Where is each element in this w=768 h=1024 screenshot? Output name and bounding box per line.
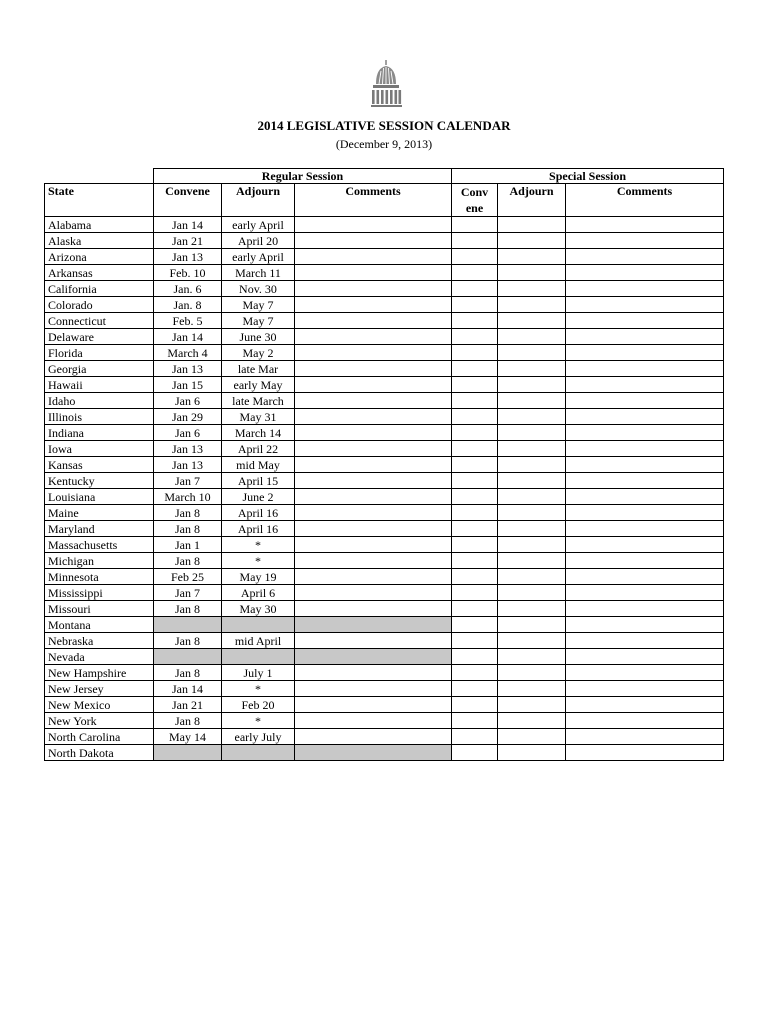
convene-cell: Feb. 5 [154,313,222,329]
special-convene-cell [452,537,498,553]
special-convene-cell [452,313,498,329]
comments-cell [295,249,452,265]
comments-cell [295,409,452,425]
column-header-row [45,184,724,217]
state-cell: Minnesota [45,569,154,585]
group-blank-cell [45,169,154,184]
convene-column-header: Convene [154,184,222,217]
special-convene-cell [452,329,498,345]
convene-cell [154,617,222,633]
table-row [45,217,724,233]
table-row [45,713,724,729]
comments-cell [295,425,452,441]
state-cell: Mississippi [45,585,154,601]
state-cell: Colorado [45,297,154,313]
adjourn-cell: May 19 [222,569,295,585]
special-convene-cell [452,745,498,761]
comments-cell [295,697,452,713]
state-cell: New York [45,713,154,729]
special-convene-cell [452,521,498,537]
table-row [45,233,724,249]
convene-cell: Jan 8 [154,665,222,681]
special-adjourn-cell [498,361,566,377]
adjourn-cell: March 11 [222,265,295,281]
comments-cell [295,233,452,249]
comments-cell [295,569,452,585]
adjourn-cell: early April [222,217,295,233]
special-comments-cell [566,505,724,521]
state-cell: Maryland [45,521,154,537]
convene-cell: Jan 8 [154,601,222,617]
adjourn-cell: April 15 [222,473,295,489]
special-adjourn-cell [498,425,566,441]
special-adjourn-cell [498,489,566,505]
state-cell: Connecticut [45,313,154,329]
state-cell: North Dakota [45,745,154,761]
special-adjourn-cell [498,409,566,425]
special-comments-column-header: Comments [566,184,724,217]
comments-cell [295,745,452,761]
adjourn-cell: mid April [222,633,295,649]
comments-cell [295,681,452,697]
adjourn-cell: May 30 [222,601,295,617]
special-comments-cell [566,265,724,281]
adjourn-cell: * [222,553,295,569]
table-row [45,425,724,441]
comments-cell [295,377,452,393]
convene-cell: Feb 25 [154,569,222,585]
special-comments-cell [566,457,724,473]
special-comments-cell [566,601,724,617]
state-column-header: State [45,184,154,217]
special-adjourn-cell [498,569,566,585]
convene-cell: Jan 8 [154,713,222,729]
table-row [45,569,724,585]
adjourn-cell: April 16 [222,521,295,537]
convene-cell: Jan 6 [154,393,222,409]
special-comments-cell [566,633,724,649]
special-adjourn-cell [498,377,566,393]
special-session-heading: Special Session [452,169,724,184]
special-comments-cell [566,441,724,457]
convene-cell: Jan 7 [154,473,222,489]
table-row [45,457,724,473]
special-comments-cell [566,489,724,505]
comments-cell [295,713,452,729]
state-cell: New Mexico [45,697,154,713]
special-convene-cell [452,633,498,649]
table-row [45,585,724,601]
special-convene-cell [452,345,498,361]
document-title: 2014 LEGISLATIVE SESSION CALENDAR [257,118,511,133]
state-cell: Missouri [45,601,154,617]
regular-session-heading: Regular Session [154,169,452,184]
special-convene-cell [452,217,498,233]
convene-cell: Jan 13 [154,457,222,473]
special-comments-cell [566,537,724,553]
special-convene-cell [452,489,498,505]
state-cell: Iowa [45,441,154,457]
table-row [45,745,724,761]
table-row [45,729,724,745]
comments-cell [295,601,452,617]
special-comments-cell [566,745,724,761]
comments-cell [295,393,452,409]
table-row [45,313,724,329]
special-comments-cell [566,217,724,233]
adjourn-cell: May 31 [222,409,295,425]
convene-cell [154,649,222,665]
state-cell: Delaware [45,329,154,345]
comments-cell [295,473,452,489]
comments-column-header: Comments [295,184,452,217]
special-adjourn-cell [498,745,566,761]
convene-cell: Jan 1 [154,537,222,553]
special-adjourn-cell [498,713,566,729]
comments-cell [295,281,452,297]
special-comments-cell [566,233,724,249]
convene-cell: Jan 14 [154,681,222,697]
special-comments-cell [566,425,724,441]
state-cell: North Carolina [45,729,154,745]
convene-cell: Jan. 6 [154,281,222,297]
state-cell: Alaska [45,233,154,249]
convene-cell: Jan. 8 [154,297,222,313]
special-adjourn-column-header: Adjourn [498,184,566,217]
table-row [45,377,724,393]
special-convene-cell [452,505,498,521]
special-convene-cell [452,265,498,281]
table-row [45,537,724,553]
comments-cell [295,361,452,377]
special-adjourn-cell [498,553,566,569]
special-comments-cell [566,361,724,377]
special-convene-cell [452,585,498,601]
special-convene-cell [452,409,498,425]
comments-cell [295,633,452,649]
special-comments-cell [566,713,724,729]
special-comments-cell [566,409,724,425]
table-row [45,633,724,649]
special-adjourn-cell [498,313,566,329]
special-comments-cell [566,697,724,713]
special-comments-cell [566,297,724,313]
state-cell: Arkansas [45,265,154,281]
adjourn-cell: May 7 [222,297,295,313]
special-convene-cell [452,665,498,681]
convene-cell: Jan 13 [154,249,222,265]
table-row [45,361,724,377]
state-cell: Kentucky [45,473,154,489]
special-adjourn-cell [498,585,566,601]
table-row [45,617,724,633]
table-row [45,665,724,681]
comments-cell [295,729,452,745]
convene-cell: Jan 21 [154,697,222,713]
adjourn-cell: * [222,537,295,553]
special-convene-cell [452,713,498,729]
special-convene-cell [452,249,498,265]
convene-cell: Jan 8 [154,553,222,569]
state-cell: California [45,281,154,297]
session-calendar-table [44,168,724,761]
special-convene-cell [452,393,498,409]
adjourn-cell: Feb 20 [222,697,295,713]
comments-cell [295,489,452,505]
state-cell: Idaho [45,393,154,409]
capitol-dome-logo [368,60,404,110]
comments-cell [295,217,452,233]
state-cell: Nevada [45,649,154,665]
special-comments-cell [566,649,724,665]
table-row [45,489,724,505]
convene-cell: Jan 6 [154,425,222,441]
special-adjourn-cell [498,633,566,649]
table-row [45,553,724,569]
special-comments-cell [566,681,724,697]
special-adjourn-cell [498,281,566,297]
table-row [45,281,724,297]
convene-cell: Jan 29 [154,409,222,425]
comments-cell [295,617,452,633]
special-convene-cell [452,729,498,745]
convene-cell: March 4 [154,345,222,361]
special-adjourn-cell [498,329,566,345]
state-cell: Massachusetts [45,537,154,553]
state-cell: Nebraska [45,633,154,649]
special-comments-cell [566,569,724,585]
comments-cell [295,441,452,457]
special-convene-cell [452,441,498,457]
convene-cell: Jan 13 [154,441,222,457]
table-row [45,473,724,489]
comments-cell [295,585,452,601]
adjourn-cell [222,745,295,761]
adjourn-cell: late March [222,393,295,409]
adjourn-cell: June 30 [222,329,295,345]
table-row [45,265,724,281]
state-cell: Florida [45,345,154,361]
table-row [45,297,724,313]
adjourn-column-header: Adjourn [222,184,295,217]
table-row [45,329,724,345]
special-comments-cell [566,329,724,345]
special-adjourn-cell [498,617,566,633]
special-adjourn-cell [498,233,566,249]
adjourn-cell: May 2 [222,345,295,361]
special-convene-cell [452,377,498,393]
special-adjourn-cell [498,537,566,553]
special-convene-cell [452,425,498,441]
special-convene-cell [452,697,498,713]
special-comments-cell [566,553,724,569]
state-cell: New Jersey [45,681,154,697]
table-row [45,249,724,265]
special-comments-cell [566,473,724,489]
special-adjourn-cell [498,217,566,233]
comments-cell [295,665,452,681]
special-comments-cell [566,393,724,409]
comments-cell [295,345,452,361]
table-row [45,505,724,521]
state-cell: Montana [45,617,154,633]
special-adjourn-cell [498,649,566,665]
comments-cell [295,649,452,665]
special-comments-cell [566,585,724,601]
adjourn-cell: early May [222,377,295,393]
state-cell: Illinois [45,409,154,425]
table-row [45,601,724,617]
adjourn-cell: March 14 [222,425,295,441]
comments-cell [295,313,452,329]
special-comments-cell [566,665,724,681]
table-row [45,441,724,457]
special-convene-cell [452,649,498,665]
special-adjourn-cell [498,345,566,361]
special-adjourn-cell [498,729,566,745]
comments-cell [295,297,452,313]
comments-cell [295,457,452,473]
special-adjourn-cell [498,665,566,681]
special-comments-cell [566,345,724,361]
adjourn-cell: late Mar [222,361,295,377]
table-row [45,681,724,697]
special-convene-cell [452,361,498,377]
table-row [45,409,724,425]
comments-cell [295,553,452,569]
special-convene-cell [452,233,498,249]
convene-cell: Jan 14 [154,329,222,345]
convene-cell: Jan 21 [154,233,222,249]
special-convene-cell [452,297,498,313]
special-convene-cell [452,569,498,585]
table-row [45,345,724,361]
table-row [45,393,724,409]
special-convene-cell [452,601,498,617]
adjourn-cell: early July [222,729,295,745]
special-adjourn-cell [498,441,566,457]
special-adjourn-cell [498,297,566,313]
adjourn-cell [222,617,295,633]
special-adjourn-cell [498,457,566,473]
adjourn-cell: April 6 [222,585,295,601]
convene-cell: May 14 [154,729,222,745]
state-cell: Maine [45,505,154,521]
convene-cell: Jan 8 [154,521,222,537]
adjourn-cell: early April [222,249,295,265]
special-comments-cell [566,729,724,745]
special-comments-cell [566,281,724,297]
special-adjourn-cell [498,521,566,537]
special-comments-cell [566,521,724,537]
state-cell: Louisiana [45,489,154,505]
special-comments-cell [566,313,724,329]
table-row [45,697,724,713]
state-cell: Kansas [45,457,154,473]
special-convene-cell [452,281,498,297]
special-convene-cell [452,681,498,697]
adjourn-cell: mid May [222,457,295,473]
adjourn-cell: April 16 [222,505,295,521]
state-cell: Georgia [45,361,154,377]
special-comments-cell [566,617,724,633]
state-cell: New Hampshire [45,665,154,681]
comments-cell [295,265,452,281]
state-cell: Alabama [45,217,154,233]
comments-cell [295,329,452,345]
state-cell: Arizona [45,249,154,265]
special-convene-column-header: Conv ene [452,184,498,217]
special-convene-cell [452,553,498,569]
table-row [45,521,724,537]
comments-cell [295,505,452,521]
adjourn-cell: April 22 [222,441,295,457]
adjourn-cell [222,649,295,665]
special-comments-cell [566,377,724,393]
adjourn-cell: May 7 [222,313,295,329]
special-adjourn-cell [498,601,566,617]
table-row [45,649,724,665]
special-adjourn-cell [498,265,566,281]
special-convene-cell [452,617,498,633]
convene-cell: Jan 8 [154,505,222,521]
comments-cell [295,537,452,553]
state-cell: Michigan [45,553,154,569]
state-cell: Indiana [45,425,154,441]
special-adjourn-cell [498,697,566,713]
special-adjourn-cell [498,473,566,489]
adjourn-cell: June 2 [222,489,295,505]
document-date: (December 9, 2013) [335,137,433,151]
adjourn-cell: July 1 [222,665,295,681]
state-cell: Hawaii [45,377,154,393]
group-header-row [45,169,724,184]
convene-cell: Jan 15 [154,377,222,393]
special-adjourn-cell [498,505,566,521]
convene-cell: Jan 8 [154,633,222,649]
adjourn-cell: * [222,681,295,697]
convene-cell [154,745,222,761]
special-adjourn-cell [498,393,566,409]
special-adjourn-cell [498,249,566,265]
special-comments-cell [566,249,724,265]
special-convene-cell [452,473,498,489]
convene-cell: Jan 14 [154,217,222,233]
special-convene-cell [452,457,498,473]
convene-cell: March 10 [154,489,222,505]
adjourn-cell: Nov. 30 [222,281,295,297]
special-adjourn-cell [498,681,566,697]
adjourn-cell: * [222,713,295,729]
convene-cell: Jan 13 [154,361,222,377]
convene-cell: Feb. 10 [154,265,222,281]
comments-cell [295,521,452,537]
convene-cell: Jan 7 [154,585,222,601]
adjourn-cell: April 20 [222,233,295,249]
